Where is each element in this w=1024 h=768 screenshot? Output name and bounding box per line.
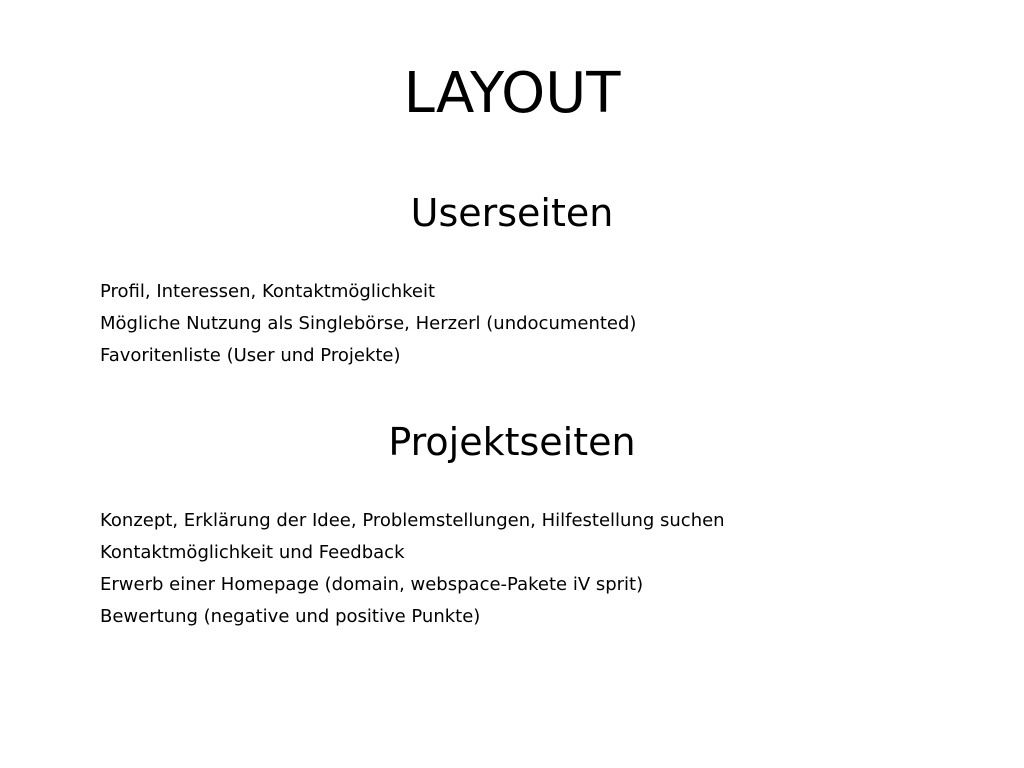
projektseiten-list: [100, 505, 980, 633]
slide-title: LAYOUT: [403, 61, 621, 126]
section-heading-projektseiten: Projektseiten: [388, 420, 636, 464]
list-item: Erwerb einer Homepage (domain, webspace-Pakete iV sprit): [100, 574, 644, 595]
section-heading-userseiten: Userseiten: [410, 191, 614, 235]
list-item: Konzept, Erklärung der Idee, Problemstellungen, Hilfestellung suchen: [100, 510, 725, 531]
list-item: Favoritenliste (User und Projekte): [100, 345, 401, 366]
list-item: Bewertung (negative und positive Punkte): [100, 606, 481, 627]
list-item: Kontaktmöglichkeit und Feedback: [100, 542, 405, 563]
list-item: Profil, Interessen, Kontaktmöglichkeit: [100, 281, 436, 302]
list-item: Mögliche Nutzung als Singlebörse, Herzerl (undocumented): [100, 313, 637, 334]
userseiten-list: [100, 276, 980, 372]
